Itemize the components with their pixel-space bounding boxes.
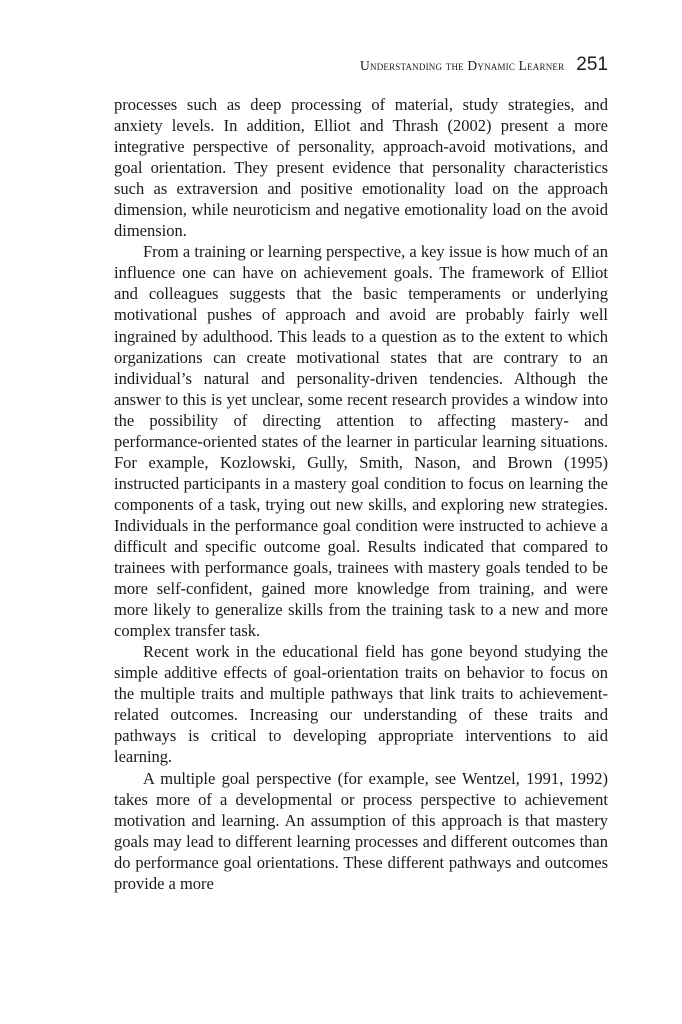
paragraph-3: Recent work in the educational field has gone beyond studying the simple additive effects of goal-orientation traits on behavior to focus on the multiple traits and multiple pathways that link traits to achievement-related outcomes. Increasing our understanding of these traits and pathways is critical to developing appropriate interventions to aid learning. bbox=[114, 642, 608, 767]
running-title: Understanding the Dynamic Learner bbox=[360, 58, 565, 73]
running-head bbox=[114, 52, 608, 79]
body-text bbox=[114, 94, 608, 894]
paragraph-1: processes such as deep processing of material, study strategies, and anxiety levels. In addition, Elliot and Thrash (2002) present a more integrative perspective of personality, approach-avoid motivations, and goal orientation. They present evidence that personality characteristics such as extraversion and positive emotionality load on the approach dimension, while neuroticism and negative emotionality load on the avoid dimension. bbox=[114, 95, 608, 241]
paragraph-4: A multiple goal perspective (for example, see Wentzel, 1991, 1992) takes more of a developmental or process perspective to achievement motivation and learning. An assumption of this approach is that mastery goals may lead to different learning processes and different outcomes than do performance goal orientations. These different pathways and outcomes provide a more bbox=[114, 768, 608, 893]
page-number: 251 bbox=[576, 54, 608, 75]
paragraph-2: From a training or learning perspective, a key issue is how much of an influence one can have on achievement goals. The framework of Elliot and colleagues suggests that the basic temperaments or underlying motivational pushes of approach and avoid are probably fairly well ingrained by adulthood. This leads to a question as to the extent to which organizations can create motivational states that are contrary to an individual’s natural and personality-driven tendencies. Although the answer to this is yet unclear, some recent research provides a window into the possibility of directing attention to affecting mastery- and performance-oriented states of the learner in particular learning situations. For example, Kozlowski, Gully, Smith, Nason, and Brown (1995) instructed participants in a mastery goal condition to focus on learning the components of a task, trying out new skills, and exploring new strategies. Individuals in the performance goal condition were instructed to achieve a difficult and specific outcome goal. Results indicated that compared to trainees with performance goals, trainees with mastery goals tended to be more self-confident, gained more knowledge from training, and were more likely to generalize skills from the training task to a new and more complex transfer task. bbox=[114, 242, 608, 641]
